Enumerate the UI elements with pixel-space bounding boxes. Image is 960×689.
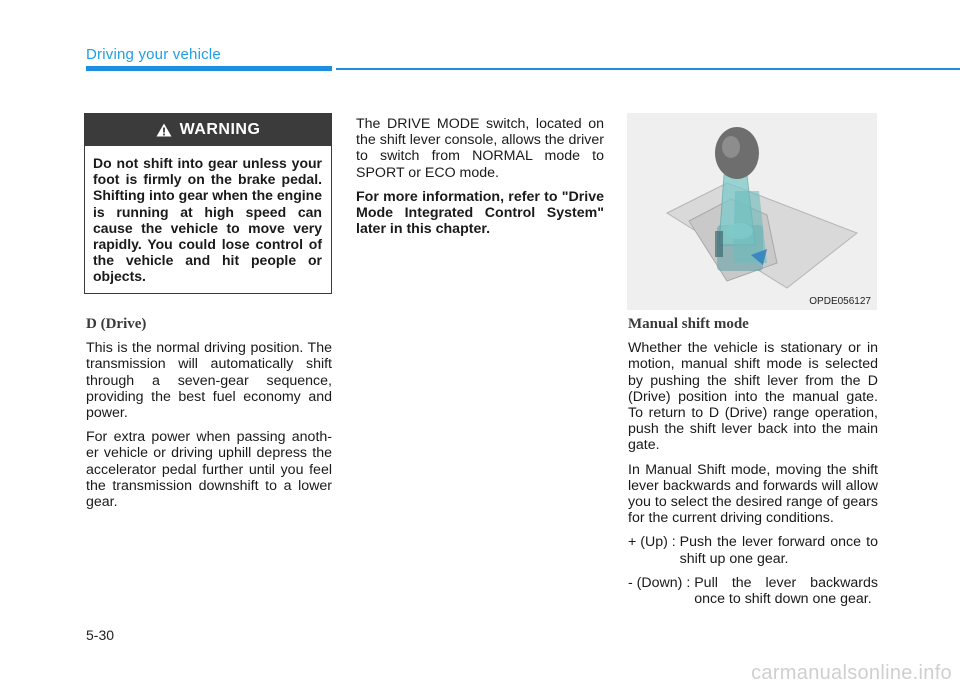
watermark: carmanualsonline.info <box>751 662 952 684</box>
figure-caption: OPDE056127 <box>809 296 871 307</box>
drive-paragraph-2: For extra power when passing anoth- er vehicle or driving uphill depress the accelerator pedal further until you feel the transmission downshift to a lower gear. <box>86 429 332 511</box>
manual-heading: Manual shift mode <box>628 316 749 332</box>
definition-up-term: + (Up) : <box>628 534 680 551</box>
drive-paragraph-1: This is the normal driving position. The transmission will automatically shift through a seven-gear sequence, providing the best fuel economy and power. <box>86 340 332 422</box>
shift-lever-illustration <box>627 113 877 310</box>
shift-lever-figure <box>627 113 877 310</box>
section-title: Driving your vehicle <box>86 46 221 63</box>
definition-down-desc: Pull the lever backwards once to shift down one gear. <box>694 574 878 608</box>
drive-mode-section <box>356 116 604 245</box>
warning-triangle-icon <box>156 123 172 137</box>
header-rule-line <box>336 68 960 70</box>
manual-shift-section <box>628 316 878 615</box>
drive-mode-reference: For more information, refer to "Drive Mode Integrated Control System" later in this chapter. <box>356 188 604 238</box>
drive-heading: D (Drive) <box>86 316 147 332</box>
definition-down-term: - (Down) : <box>628 574 695 591</box>
warning-header <box>85 114 331 146</box>
page-number: 5-30 <box>86 627 115 643</box>
drive-mode-paragraph: The DRIVE MODE switch, located on the shift lever console, allows the driver to switch from NORMAL mode to SPORT or ECO mode. <box>356 116 604 181</box>
warning-text: Do not shift into gear unless your foot is firmly on the brake pedal. Shifting into gear when the engine is running at high speed can cause the vehicle to move very rapidly. You could lose control of the vehicle and hit people or objects. <box>93 155 322 285</box>
manual-paragraph-2: In Manual Shift mode, moving the shift lever backwards and forwards will allow you to select the desired range of gears for the current driving conditions. <box>628 461 878 527</box>
manual-paragraph-1: Whether the vehicle is stationary or in motion, manual shift mode is selected by pushing the shift lever from the D (Drive) position into the manual gate. To return to D (Drive) range operation, push the shift lever back into the main gate. <box>628 340 878 454</box>
drive-section <box>86 316 332 518</box>
warning-box <box>84 113 332 294</box>
warning-label: WARNING <box>179 121 261 138</box>
definition-up <box>628 534 878 566</box>
definition-up-desc: Push the lever forward once to shift up one gear. <box>679 534 878 567</box>
definition-down <box>628 575 878 607</box>
header-rule-accent <box>86 66 332 71</box>
